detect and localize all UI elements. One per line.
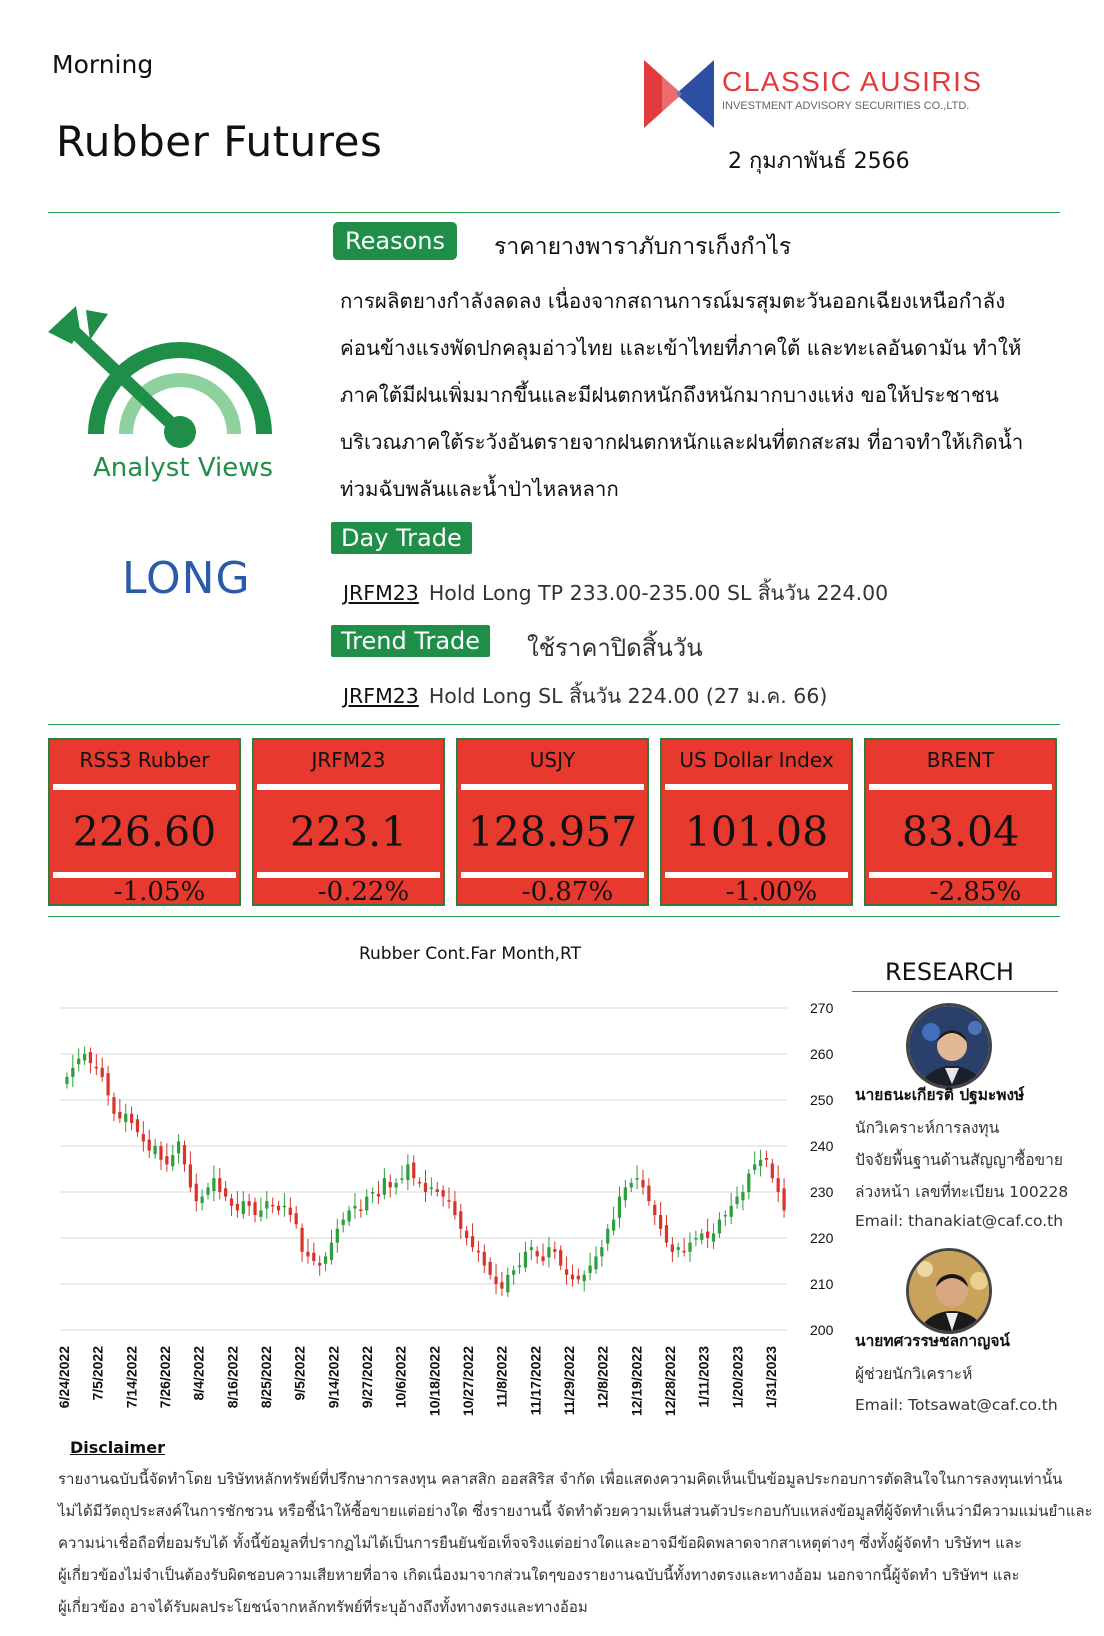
candle-body (536, 1251, 539, 1257)
candle-body (541, 1256, 544, 1261)
candle-body (477, 1251, 480, 1253)
candle-body (201, 1197, 204, 1203)
x-tick-label: 7/14/2022 (123, 1346, 140, 1409)
ticker-box-jrfm23 (252, 738, 445, 906)
disclaimer-line: ผู้เกี่ยวข้องไม่จำเป็นต้องรับผิดชอบความเสียหายที่อาจ เกิดเนื่องมาจากส่วนใดๆของรายงานฉบับนี้ทั้งทางตรงและทางอ้อม นอกจากนี้ผู้จัดทำ บริษัทฯ และ (58, 1566, 1020, 1584)
candle-body (771, 1163, 774, 1178)
candle-body (300, 1228, 303, 1252)
y-tick-label: 270 (810, 1000, 834, 1016)
day-trade-line (343, 577, 888, 610)
candle-body (600, 1247, 603, 1256)
candle-body (442, 1190, 445, 1196)
candle-body (130, 1114, 133, 1123)
brand-subtitle: INVESTMENT ADVISORY SECURITIES CO.,LTD. (722, 100, 970, 112)
candle-body (353, 1206, 356, 1209)
x-tick-label: 8/25/2022 (258, 1346, 274, 1409)
candle-body (383, 1178, 386, 1195)
reasons-line: ค่อนข้างแรงพัดปกคลุมอ่าวไทย และเข้าไทยที่ภาคใต้ และทะเลอันดามัน ทำให้ (340, 336, 1022, 360)
candle-body (588, 1266, 591, 1273)
x-tick-label: 10/18/2022 (426, 1346, 443, 1417)
candle-body (271, 1205, 274, 1207)
x-tick-label: 1/20/2023 (729, 1346, 746, 1409)
x-tick-label: 11/29/2022 (561, 1346, 577, 1416)
y-tick-label: 260 (810, 1046, 834, 1062)
candle-body (336, 1229, 339, 1243)
candle-body (700, 1233, 703, 1239)
candle-body (424, 1183, 427, 1192)
ticker-value: 101.08 (684, 808, 829, 856)
analyst-email: Email: thanakiat@caf.co.th (855, 1212, 1064, 1230)
candle-body (295, 1213, 298, 1224)
candle-body (653, 1205, 656, 1215)
y-tick-label: 210 (810, 1276, 834, 1292)
candle-body (324, 1256, 327, 1263)
y-tick-label: 240 (810, 1138, 834, 1154)
candle-body (683, 1251, 686, 1253)
candle-body (183, 1145, 186, 1164)
candle-body (289, 1208, 292, 1215)
disclaimer-line: ผู้เกี่ยวข้อง อาจได้รับผลประโยชน์จากหลักทรัพย์ที่ระบุอ้างถึงทั้งทางตรงและทางอ้อม (58, 1598, 588, 1616)
candle-body (142, 1134, 145, 1141)
y-tick-label: 230 (810, 1184, 834, 1200)
x-tick-label: 1/11/2023 (695, 1346, 712, 1408)
candle-body (436, 1189, 439, 1192)
reasons-line: การผลิตยางกำลังลดลง เนื่องจากสถานการณ์มรสุมตะวันออกเฉียงเหนือกำลัง (340, 289, 1006, 313)
candle-body (465, 1231, 468, 1238)
divider (48, 916, 1060, 917)
analyst-photo-1 (906, 1003, 992, 1089)
analyst-role: นักวิเคราะห์การลงทุน (855, 1119, 1000, 1137)
candle-body (406, 1164, 409, 1180)
candle-body (377, 1194, 380, 1197)
candle-body (148, 1140, 151, 1151)
candle-body (95, 1067, 98, 1069)
analyst-license: ล่วงหน้า เลขที่ทะเบียน 100228 (855, 1183, 1069, 1201)
ticker-change: -2.85% (929, 877, 1022, 907)
candle-body (242, 1201, 245, 1214)
candle-body (265, 1201, 268, 1208)
candle-body (471, 1236, 474, 1247)
person-avatar-icon (909, 1006, 992, 1089)
reasons-line: ภาคใต้มีฝนเพิ่มมากขึ้นและมีฝนตกหนักถึงหนักมากบางแห่ง ขอให้ประชาชน (340, 383, 999, 407)
candle-body (730, 1206, 733, 1217)
candle-body (365, 1197, 368, 1211)
edition-label: Morning (52, 50, 154, 79)
candle-body (253, 1202, 256, 1215)
candle-body (759, 1160, 762, 1166)
x-tick-label: 8/16/2022 (224, 1346, 241, 1409)
reasons-tag: Reasons (333, 222, 457, 260)
candle-body (318, 1263, 321, 1266)
candle-body (665, 1225, 668, 1242)
contract-code: JRFM23 (343, 684, 419, 708)
candle-body (153, 1146, 156, 1154)
candle-body (306, 1252, 309, 1257)
ticker-change: -0.22% (317, 877, 410, 907)
analyst-role: ปัจจัยพื้นฐานด้านสัญญาซื้อขาย (855, 1151, 1063, 1169)
x-tick-label: 7/26/2022 (157, 1346, 173, 1409)
ticker-value: 223.1 (289, 808, 408, 856)
candle-body (688, 1243, 691, 1252)
candle-body (647, 1186, 650, 1202)
divider (852, 991, 1058, 992)
candle-body (89, 1052, 92, 1063)
ticker-value: 83.04 (901, 808, 1020, 856)
candle-body (630, 1183, 633, 1188)
x-tick-label: 7/5/2022 (89, 1346, 106, 1401)
candle-body (453, 1201, 456, 1215)
ticker-box-usjy (456, 738, 649, 906)
candle-body (359, 1209, 362, 1211)
ticker-change: -1.00% (725, 877, 818, 907)
rubber-candlestick-chart (52, 968, 842, 1428)
x-tick-label: 12/8/2022 (594, 1346, 611, 1409)
candle-body (694, 1238, 697, 1240)
analyst-views-caption: Analyst Views (93, 453, 274, 483)
divider (48, 212, 1060, 213)
candle-body (706, 1232, 709, 1238)
candle-body (312, 1253, 315, 1261)
position-label: LONG (122, 553, 251, 604)
candle-body (177, 1141, 180, 1153)
contract-code: JRFM23 (343, 581, 419, 605)
candle-body (412, 1163, 415, 1179)
candle-body (124, 1114, 127, 1122)
candle-body (712, 1233, 715, 1241)
y-tick-label: 200 (810, 1322, 834, 1338)
candle-body (577, 1276, 580, 1280)
candle-body (106, 1073, 109, 1095)
ticker-name: RSS3 Rubber (79, 748, 210, 772)
analyst-name: นายธนะเกียรติ ปฐมะพงษ์ (855, 1086, 1025, 1104)
report-date: 2 กุมภาพันธ์ 2566 (728, 149, 910, 174)
x-tick-label: 12/28/2022 (662, 1346, 678, 1417)
x-tick-label: 10/27/2022 (460, 1346, 476, 1417)
candle-body (283, 1206, 286, 1208)
analyst-role: ผู้ช่วยนักวิเคราะห์ (855, 1365, 973, 1383)
x-tick-label: 12/19/2022 (628, 1346, 645, 1417)
candle-body (400, 1178, 403, 1180)
candle-body (506, 1275, 509, 1292)
x-tick-label: 8/4/2022 (190, 1346, 207, 1401)
trend-trade-line (343, 680, 827, 713)
reasons-line: ท่วมฉับพลันและน้ำป่าไหลหลาก (340, 477, 619, 501)
candle-body (583, 1275, 586, 1281)
page-title: Rubber Futures (56, 117, 383, 166)
ticker-name: USJY (529, 748, 576, 772)
candle-body (447, 1200, 450, 1202)
candle-body (189, 1164, 192, 1187)
candle-body (206, 1187, 209, 1194)
ticker-name: JRFM23 (311, 748, 386, 772)
x-tick-label: 9/27/2022 (359, 1346, 375, 1409)
candle-body (71, 1068, 74, 1077)
candle-body (718, 1220, 721, 1234)
candle-body (236, 1204, 239, 1210)
x-tick-label: 6/24/2022 (56, 1346, 72, 1409)
candle-body (594, 1256, 597, 1269)
candle-body (259, 1210, 262, 1216)
candle-body (430, 1187, 433, 1189)
candle-body (77, 1059, 80, 1065)
candle-body (524, 1252, 527, 1268)
ticker-value: 128.957 (467, 808, 638, 856)
candle-body (547, 1247, 550, 1257)
candle-body (101, 1068, 104, 1077)
ticker-change: -1.05% (113, 877, 206, 907)
candle-body (612, 1220, 615, 1231)
ticker-box-rss3 (48, 738, 241, 906)
analyst-name: นายทศวรรษชลกาญจน์ (855, 1332, 1010, 1350)
candle-body (136, 1119, 139, 1132)
candle-body (782, 1188, 785, 1210)
disclaimer-line: ความน่าเชื่อถือที่ยอมรับได้ ทั้งนี้ข้อมูลที่ปรากฏไม่ได้เป็นการยืนยันข้อเท็จจริงแต่อย่างใดและอาจมีข้อผิดพลาดจากสาเหตุต่างๆ ซึ่งทั้งผู้จัดทำ บริษัทฯ และ (58, 1534, 1023, 1552)
disclaimer-heading: Disclaimer (70, 1438, 165, 1457)
candle-body (565, 1269, 568, 1275)
disclaimer-line: รายงานฉบับนี้จัดทำโดย บริษัทหลักทรัพย์ที่ปรึกษาการลงทุน คลาสสิก ออสสิริส จำกัด เพื่อแสดงความคิดเห็นเป็นข้อมูลประกอบการตัดสินใจในการลงทุนเท่านั้น (58, 1470, 1063, 1488)
x-tick-label: 11/17/2022 (527, 1346, 544, 1416)
ticker-box-dxy (660, 738, 853, 906)
candle-body (159, 1146, 162, 1160)
analyst-email: Email: Totsawat@caf.co.th (855, 1396, 1058, 1414)
candle-body (618, 1197, 621, 1218)
candle-body (277, 1206, 280, 1211)
disclaimer-line: ไม่ได้มีวัตถุประสงค์ในการชักชวน หรือชี้นำให้ซื้อขายแต่อย่างใด ซึ่งรายงานนี้ จัดทำด้วยความเห็นส่วนตัวประกอบกับแหล่งข้อมูลที่ผู้จัดทำเห็นว่ามีความแม่นยำและ (58, 1502, 1093, 1520)
analyst-photo-2 (906, 1248, 992, 1334)
candle-body (83, 1054, 86, 1060)
candle-body (394, 1183, 397, 1188)
x-tick-label: 9/14/2022 (325, 1346, 342, 1409)
trend-trade-tag: Trend Trade (331, 625, 490, 657)
reasons-line: บริเวณภาคใต้ระวังอันตรายจากฝนตกหนักและฝนที่ตกสะสม ที่อาจทำให้เกิดน้ำ (340, 430, 1024, 454)
candle-body (741, 1192, 744, 1200)
candle-body (530, 1247, 533, 1250)
candle-body (518, 1266, 521, 1268)
candle-body (512, 1270, 515, 1275)
candle-body (389, 1182, 392, 1188)
candle-body (65, 1077, 68, 1084)
candle-body (459, 1211, 462, 1228)
candle-body (171, 1155, 174, 1166)
day-trade-instruction: Hold Long TP 233.00-235.00 SL สิ้นวัน 224.00 (428, 581, 889, 605)
candle-body (330, 1243, 333, 1260)
candle-body (212, 1178, 215, 1191)
candle-body (571, 1275, 574, 1280)
candle-body (371, 1192, 374, 1194)
candle-body (765, 1158, 768, 1160)
candle-body (489, 1262, 492, 1275)
candle-body (483, 1252, 486, 1266)
trend-trade-instruction: Hold Long SL สิ้นวัน 224.00 (27 ม.ค. 66) (428, 684, 828, 708)
candle-body (635, 1178, 638, 1180)
candle-body (224, 1188, 227, 1196)
x-tick-label: 11/8/2022 (493, 1346, 510, 1408)
y-tick-label: 250 (810, 1092, 834, 1108)
research-heading: RESEARCH (885, 958, 1014, 986)
candle-body (677, 1247, 680, 1250)
candle-body (624, 1187, 627, 1200)
candle-body (747, 1174, 750, 1192)
candle-body (218, 1178, 221, 1192)
candle-body (559, 1250, 562, 1266)
ticker-box-brent (864, 738, 1057, 906)
candle-body (735, 1197, 738, 1204)
candle-body (230, 1198, 233, 1205)
candle-body (753, 1164, 756, 1170)
brand-name: CLASSIC AUSIRIS (722, 66, 983, 97)
candle-body (494, 1277, 497, 1284)
x-tick-label: 1/31/2023 (763, 1346, 779, 1409)
x-tick-label: 9/5/2022 (291, 1346, 308, 1401)
ticker-change: -0.87% (521, 877, 614, 907)
divider (48, 724, 1060, 725)
candle-body (112, 1097, 115, 1114)
candle-body (553, 1249, 556, 1252)
ticker-name: BRENT (926, 748, 995, 772)
candle-body (347, 1210, 350, 1221)
candle-body (195, 1184, 198, 1201)
classic-ausiris-logo-icon (642, 58, 716, 130)
person-avatar-icon (909, 1251, 992, 1334)
candle-body (165, 1156, 168, 1164)
trend-trade-note: ใช้ราคาปิดสิ้นวัน (527, 634, 703, 662)
candle-body (606, 1229, 609, 1244)
candle-body (248, 1201, 251, 1206)
candle-body (342, 1220, 345, 1226)
reasons-paragraph (340, 278, 1090, 513)
day-trade-tag: Day Trade (331, 522, 472, 554)
candle-body (641, 1180, 644, 1187)
x-tick-label: 10/6/2022 (392, 1346, 409, 1409)
ticker-value: 226.60 (72, 808, 217, 856)
candle-body (659, 1215, 662, 1229)
candle-body (777, 1178, 780, 1192)
chart-title: Rubber Cont.Far Month,RT (358, 944, 582, 964)
candle-body (418, 1182, 421, 1184)
candle-body (118, 1112, 121, 1118)
candle-body (724, 1215, 727, 1217)
candle-body (500, 1282, 503, 1288)
y-tick-label: 220 (810, 1230, 834, 1246)
candle-body (671, 1244, 674, 1251)
reasons-headline: ราคายางพาราภับการเก็งกำไร (494, 234, 792, 260)
ticker-name: US Dollar Index (679, 748, 834, 772)
